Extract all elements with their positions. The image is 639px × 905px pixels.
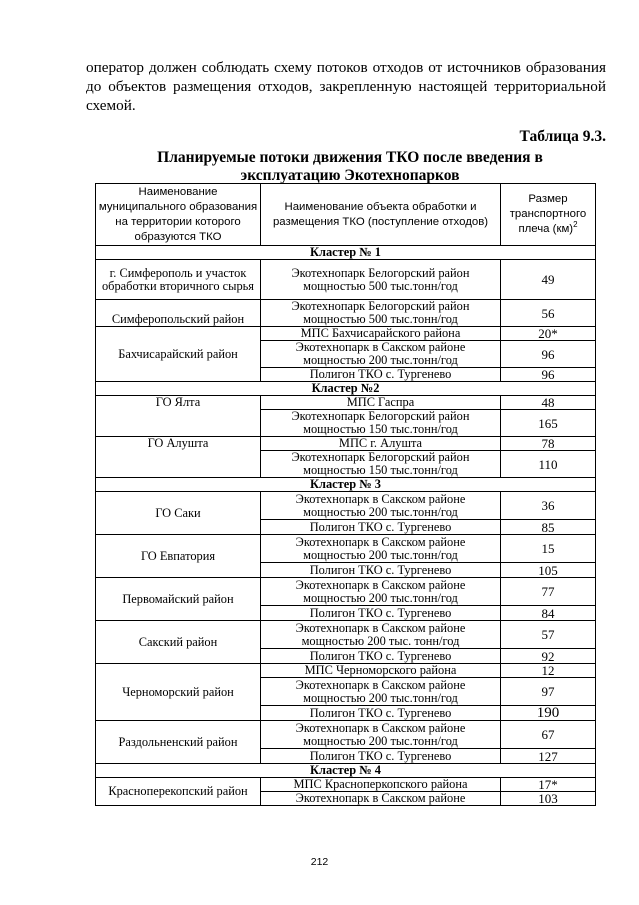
facility-cell: Экотехнопарк в Сакском районе мощностью 200 тыс.тонн/год: [261, 678, 501, 706]
table-title-line-1: Планируемые потоки движения ТКО после введения в: [157, 149, 543, 166]
table-title-line-2: эксплуатацию Экотехнопарков: [240, 167, 460, 184]
intro-line-1: оператор должен соблюдать схему потоков отходов от источников образования: [86, 59, 606, 76]
cluster-4-label: Кластер № 4: [96, 764, 596, 778]
distance-cell: 190: [501, 706, 596, 721]
facility-cell: Экотехнопарк Белогорский район мощностью 500 тыс.тонн/год: [261, 260, 501, 300]
cluster-row: [96, 382, 596, 396]
distance-cell: 57: [501, 621, 596, 649]
municipality-cell: г. Симферополь и участок обработки вторичного сырья: [96, 260, 261, 300]
distance-cell: 92: [501, 649, 596, 664]
municipality-cell: ГО Саки: [96, 492, 261, 535]
table-row: [96, 621, 596, 649]
distance-cell: 67: [501, 721, 596, 749]
header-distance-text: Размер транспортного плеча (км): [509, 193, 587, 235]
cluster-3-label: Кластер № 3: [96, 478, 596, 492]
facility-cell: МПС Гаспра: [261, 396, 501, 410]
facility-cell: Экотехнопарк Белогорский район мощностью 150 тыс.тонн/год: [261, 451, 501, 478]
header-municipality: Наименование муниципального образования на территории которого образуются ТКО: [96, 184, 261, 246]
facility-cell: Полигон ТКО с. Тургенево: [261, 606, 501, 621]
cluster-1-label: Кластер № 1: [96, 246, 596, 260]
municipality-cell: Первомайский район: [96, 578, 261, 621]
facility-cell: Экотехнопарк в Сакском районе мощностью 200 тыс.тонн/год: [261, 492, 501, 520]
distance-cell: 127: [501, 749, 596, 764]
facility-cell: МПС Бахчисарайского района: [261, 327, 501, 341]
table-label: Таблица 9.3.: [519, 128, 606, 145]
distance-cell: 20*: [501, 327, 596, 341]
distance-cell: 84: [501, 606, 596, 621]
municipality-cell: Сакский район: [96, 621, 261, 664]
facility-cell: Экотехнопарк в Сакском районе мощностью 200 тыс.тонн/год: [261, 535, 501, 563]
table-row: [96, 437, 596, 451]
distance-cell: 96: [501, 368, 596, 382]
header-facility: Наименование объекта обработки и размещения ТКО (поступление отходов): [261, 184, 501, 246]
distance-cell: 78: [501, 437, 596, 451]
facility-cell: МПС Красноперкопского района: [261, 778, 501, 792]
municipality-cell: ГО Евпатория: [96, 535, 261, 578]
municipality-cell: ГО Ялта: [96, 396, 261, 437]
facility-cell: Полигон ТКО с. Тургенево: [261, 649, 501, 664]
distance-cell: 110: [501, 451, 596, 478]
distance-cell: 85: [501, 520, 596, 535]
page-number: 212: [310, 856, 329, 868]
intro-paragraph: [86, 58, 606, 115]
distance-cell: 96: [501, 341, 596, 368]
municipality-cell: ГО Алушта: [96, 437, 261, 478]
table-row: [96, 260, 596, 300]
facility-cell: Полигон ТКО с. Тургенево: [261, 749, 501, 764]
table-title: [100, 149, 600, 185]
facility-cell: Полигон ТКО с. Тургенево: [261, 563, 501, 578]
table-row: [96, 492, 596, 520]
distance-cell: 103: [501, 792, 596, 806]
intro-line-3: схемой.: [86, 97, 136, 114]
distance-cell: 97: [501, 678, 596, 706]
facility-cell: Экотехнопарк в Сакском районе мощностью 200 тыс.тонн/год: [261, 341, 501, 368]
cluster-row: [96, 478, 596, 492]
header-distance-superscript: 2: [573, 220, 578, 230]
table-row: [96, 721, 596, 749]
municipality-cell: Симферопольский район: [96, 300, 261, 327]
table-row: [96, 327, 596, 341]
facility-cell: Экотехнопарк в Сакском районе: [261, 792, 501, 806]
facility-cell: Экотехнопарк в Сакском районе мощностью 200 тыс.тонн/год: [261, 578, 501, 606]
distance-cell: 49: [501, 260, 596, 300]
waste-flow-table: [95, 183, 596, 806]
cluster-row: [96, 764, 596, 778]
table-row: [96, 664, 596, 678]
table-row: [96, 578, 596, 606]
table-row: [96, 535, 596, 563]
distance-cell: 77: [501, 578, 596, 606]
intro-line-2: до объектов размещения отходов, закрепленную настоящей территориальной: [86, 78, 606, 95]
municipality-cell: Раздольненский район: [96, 721, 261, 764]
distance-cell: 15: [501, 535, 596, 563]
table-row: [96, 778, 596, 792]
table-row: [96, 396, 596, 410]
facility-cell: Полигон ТКО с. Тургенево: [261, 520, 501, 535]
facility-cell: Экотехнопарк в Сакском районе мощностью 200 тыс.тонн/год: [261, 721, 501, 749]
distance-cell: 17*: [501, 778, 596, 792]
facility-cell: МПС Черноморского района: [261, 664, 501, 678]
facility-cell: Экотехнопарк в Сакском районе мощностью 200 тыс. тонн/год: [261, 621, 501, 649]
facility-cell: Полигон ТКО с. Тургенево: [261, 368, 501, 382]
facility-cell: Экотехнопарк Белогорский район мощностью 150 тыс.тонн/год: [261, 410, 501, 437]
distance-cell: 48: [501, 396, 596, 410]
table-header-row: [96, 184, 596, 246]
distance-cell: 36: [501, 492, 596, 520]
table-row: [96, 300, 596, 327]
municipality-cell: Красноперекопский район: [96, 778, 261, 806]
cluster-2-label: Кластер №2: [96, 382, 596, 396]
distance-cell: 56: [501, 300, 596, 327]
header-distance: [501, 184, 596, 246]
facility-cell: Полигон ТКО с. Тургенево: [261, 706, 501, 721]
distance-cell: 165: [501, 410, 596, 437]
distance-cell: 12: [501, 664, 596, 678]
cluster-row: [96, 246, 596, 260]
facility-cell: МПС г. Алушта: [261, 437, 501, 451]
facility-cell: Экотехнопарк Белогорский район мощностью 500 тыс.тонн/год: [261, 300, 501, 327]
municipality-cell: Черноморский район: [96, 664, 261, 721]
municipality-cell: Бахчисарайский район: [96, 327, 261, 382]
distance-cell: 105: [501, 563, 596, 578]
